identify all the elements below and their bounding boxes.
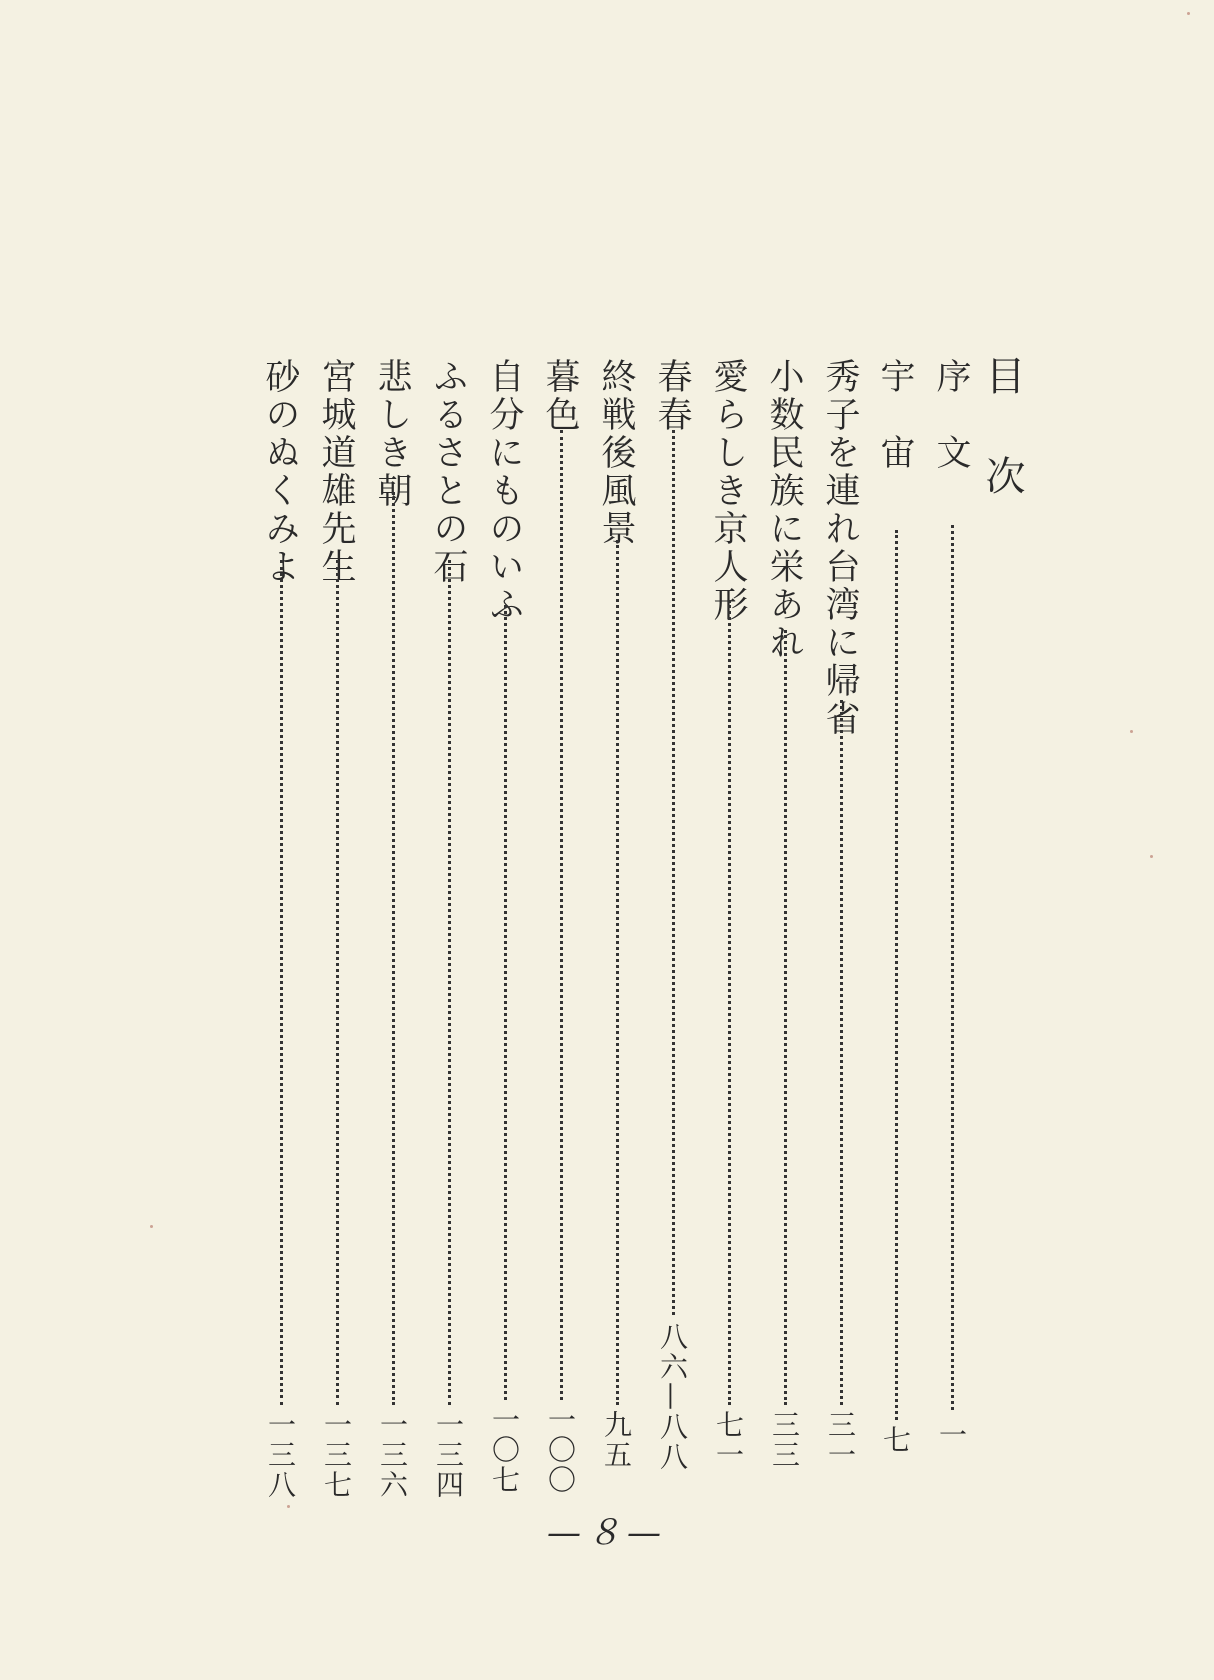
toc-entry-page: 三三 (768, 1410, 801, 1470)
toc-leader-dots (840, 700, 843, 1405)
toc-entry-title: 砂のぬくみよ (260, 358, 300, 586)
toc-leader-dots (336, 560, 339, 1405)
toc-leader-dots (280, 560, 283, 1405)
toc-entry-title: 悲しき朝 (372, 358, 412, 510)
toc-entry-title: 終戦後風景 (596, 358, 636, 548)
paper-speck (1150, 855, 1153, 858)
paper-speck (1187, 12, 1190, 15)
toc-entry-title: 小数民族に栄あれ (764, 358, 804, 662)
toc-entry-page: 九五 (600, 1410, 633, 1470)
toc-entry-title: 暮色 (540, 358, 580, 434)
toc-entry-title: 序 文 (931, 358, 971, 472)
toc-entry-title: 自分にものいふ (484, 358, 524, 624)
toc-entry-title: ふるさとの石 (428, 358, 468, 586)
toc-entry-page: 一三四 (432, 1410, 465, 1500)
toc-title: 目 次 (979, 355, 1025, 505)
toc-entry-page: 三一 (824, 1410, 857, 1470)
toc-entry-page: 八六—八八 (656, 1322, 689, 1472)
toc-entry-page: 一〇七 (488, 1405, 521, 1495)
toc-leader-dots (951, 525, 954, 1410)
toc-entry-title: 宇 宙 (875, 358, 915, 472)
paper-speck (150, 1225, 153, 1228)
toc-entry-page: 七一 (712, 1410, 745, 1470)
toc-leader-dots (448, 560, 451, 1405)
toc-leader-dots (728, 600, 731, 1405)
paper-speck (1130, 730, 1133, 733)
toc-entry-page: 一三八 (264, 1410, 297, 1500)
toc-leader-dots (560, 430, 563, 1400)
toc-leader-dots (784, 630, 787, 1405)
toc-entry-title: 宮城道雄先生 (316, 358, 356, 586)
toc-entry-title: 春春 (652, 358, 692, 434)
toc-entry-page: 一三六 (376, 1410, 409, 1500)
toc-leader-dots (672, 430, 675, 1315)
toc-entry-page: 一三七 (320, 1410, 353, 1500)
toc-leader-dots (504, 605, 507, 1400)
toc-leader-dots (895, 530, 898, 1420)
toc-entry-title: 秀子を連れ台湾に帰省 (820, 358, 860, 738)
page-number: —８— (547, 1513, 667, 1553)
toc-entry-title: 愛らしき京人形 (708, 358, 748, 624)
toc-leader-dots (616, 540, 619, 1405)
toc-entry-page: 一 (935, 1420, 968, 1450)
toc-entry-page: 七 (879, 1425, 912, 1455)
toc-leader-dots (392, 492, 395, 1405)
toc-entry-page: 一〇〇 (544, 1405, 577, 1495)
